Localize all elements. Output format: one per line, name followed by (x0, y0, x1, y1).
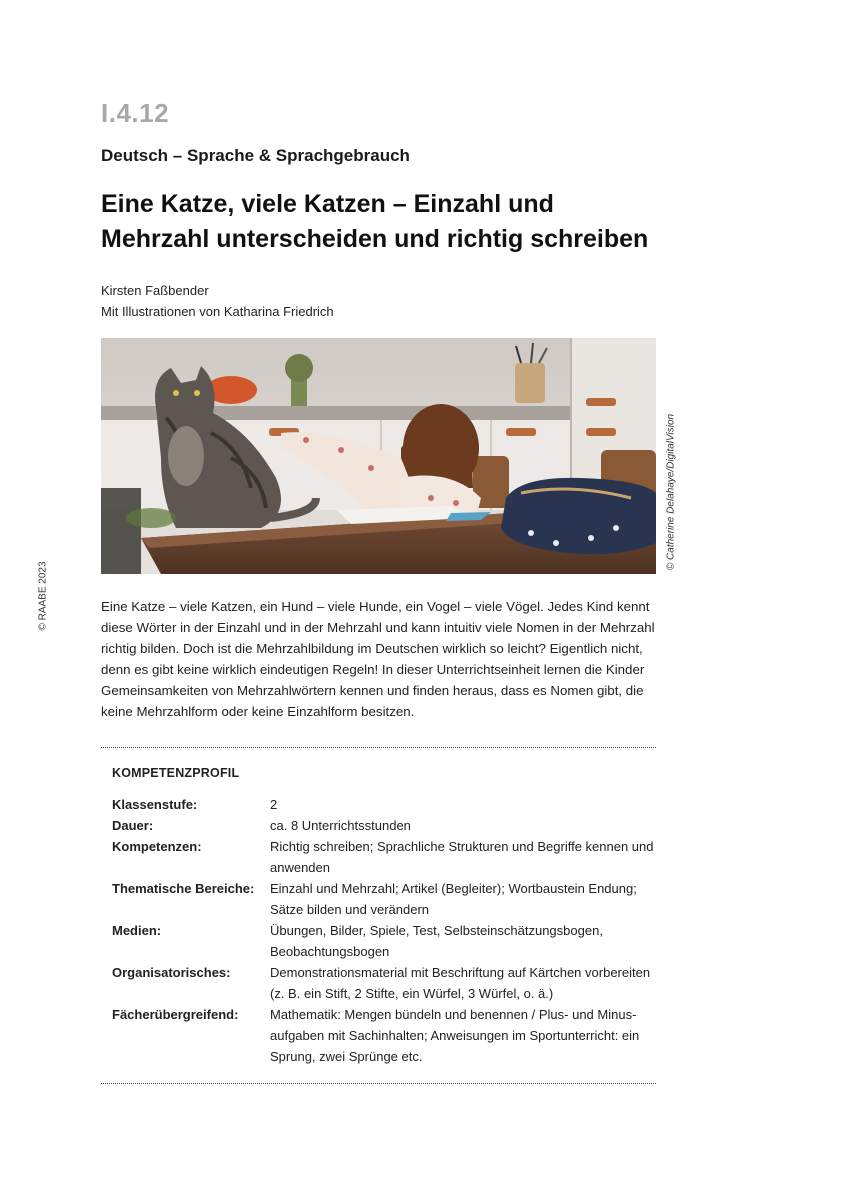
profile-row (112, 920, 657, 962)
profile-key: Thematische Bereiche: (112, 881, 255, 896)
profile-value: ca. 8 Unterrichtsstunden (270, 818, 411, 833)
profile-value: 2 (270, 797, 278, 812)
subject-heading: Deutsch – Sprache & Sprachgebrauch (101, 146, 410, 165)
profile-row (112, 962, 657, 1004)
profile-heading: KOMPETENZPROFIL (112, 766, 240, 780)
cover-photo (101, 338, 656, 574)
profile-key: Medien: (112, 923, 162, 938)
profile-value: Richtig schreiben; Sprachliche Strukturen und Begriffe kennen und anwenden (270, 839, 654, 875)
copyright-notice: © RAABE 2023 (37, 561, 49, 631)
profile-top-divider (101, 747, 656, 748)
profile-key: Klassenstufe: (112, 797, 198, 812)
profile-row (112, 878, 657, 920)
title-line-1: Eine Katze, viele Katzen – Einzahl und (101, 190, 554, 218)
profile-row (112, 836, 657, 878)
profile-row (112, 1004, 657, 1067)
author-name: Kirsten Faßbender (101, 283, 209, 298)
profile-row (112, 794, 657, 815)
profile-row (112, 815, 657, 836)
author-block (101, 280, 334, 322)
illustrator-credit: Mit Illustrationen von Katharina Friedrich (101, 304, 334, 319)
page-title (101, 187, 701, 257)
profile-bottom-divider (101, 1083, 656, 1084)
competence-profile (112, 766, 657, 1067)
profile-key: Dauer: (112, 818, 154, 833)
profile-value: Einzahl und Mehrzahl; Artikel (Begleiter); Wortbaustein Endung; Sätze bilden und verändern (270, 881, 637, 917)
title-line-2: Mehrzahl unterscheiden und richtig schreiben (101, 225, 649, 253)
profile-value: Demonstrationsmaterial mit Beschriftung auf Kärtchen vorbereiten (z. B. ein Stift, 2 Stifte, ein Würfel, 3 Würfel, o. ä.) (270, 965, 651, 1001)
unit-code: I.4.12 (101, 98, 170, 128)
profile-key: Organisatorisches: (112, 965, 231, 980)
profile-value: Übungen, Bilder, Spiele, Test, Selbsteinschätzungsbogen, Beobachtungsbogen (270, 923, 603, 959)
profile-key: Kompetenzen: (112, 839, 202, 854)
profile-key: Fächerübergreifend: (112, 1007, 239, 1022)
profile-value: Mathematik: Mengen bündeln und benennen / Plus- und Minus-aufgaben mit Sachinhalten; Anweisungen im Sportunterricht: ein Sprung, zwei Sprünge etc. (270, 1007, 640, 1064)
photo-credit: © Catherine Delahaye/DigitalVision (665, 413, 677, 571)
photo-girl-with-cat-icon (101, 338, 656, 574)
intro-paragraph: Eine Katze – viele Katzen, ein Hund – viele Hunde, ein Vogel – viele Vögel. Jedes Kind kennt diese Wörter in der Einzahl und in der Mehrzahl und kann intuitiv viele Nomen in der Mehrzahl richtig bilden. Doch ist die Mehrzahlbildung im Deutschen wirklich so leicht? Eigentlich nicht, denn es gibt keine wirklich eindeutigen Regeln! In dieser Unterrichtseinheit lernen die Kinder Gemeinsamkeiten von Mehrzahlwörtern kennen und finden heraus, dass es Nomen gibt, die keine Mehrzahlform oder keine Einzahlform besitzen. (101, 599, 655, 719)
